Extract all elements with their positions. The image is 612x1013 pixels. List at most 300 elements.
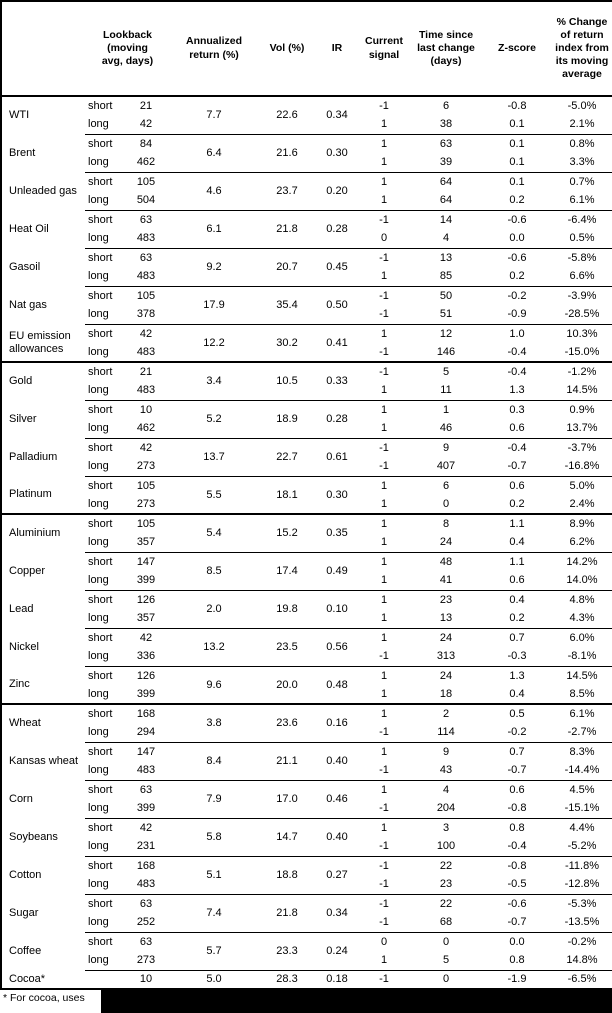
corner-cell: [1, 1, 85, 96]
pct-change-cell: 6.6%: [569, 270, 595, 283]
period-cell: long: [88, 726, 109, 739]
ir-cell: 0.10: [316, 590, 358, 628]
col-header-lookback: [85, 1, 170, 96]
pct-change-cell: 2.4%: [569, 497, 595, 510]
signal-cell: 1: [358, 172, 410, 191]
ir-cell: 0.34: [316, 894, 358, 932]
commodity-name: Platinum: [9, 488, 52, 501]
pct-change-cell: -15.0%: [564, 345, 600, 358]
footnote: [0, 990, 101, 1013]
period-cell: long: [88, 232, 109, 245]
time-since-cell: 313: [436, 650, 456, 663]
ir-cell: 0.41: [316, 324, 358, 362]
pct-change-cell: 0.7%: [552, 172, 612, 191]
vol-cell: 21.8: [258, 210, 316, 248]
lookback-cell: 462: [136, 156, 156, 169]
annualized-return-cell: 3.8: [206, 717, 222, 730]
signal-cell: -1: [358, 970, 410, 989]
period-cell: long: [88, 497, 109, 510]
time-since-cell: 0: [410, 970, 482, 989]
redaction-bar: [0, 990, 612, 1013]
lookback-cell: 105: [122, 286, 170, 305]
signal-cell: -1: [379, 650, 389, 663]
period-cell: long: [88, 194, 109, 207]
ir-cell: 0.18: [316, 970, 358, 989]
lookback-cell: 84: [122, 134, 170, 153]
zscore-cell: 0.1: [509, 118, 525, 131]
time-since-cell: 14: [410, 210, 482, 229]
signal-cell: -1: [379, 726, 389, 739]
time-since-cell: 24: [439, 536, 453, 549]
zscore-cell: 0.6: [509, 422, 525, 435]
zscore-cell: 0.7: [482, 628, 552, 647]
commodity-name: Nat gas: [9, 298, 47, 311]
table-row: [1, 362, 612, 381]
lookback-cell: 399: [136, 687, 156, 700]
vol-cell: 23.3: [258, 932, 316, 970]
ir-cell: 0.46: [316, 780, 358, 818]
lookback-cell: 63: [122, 780, 170, 799]
table-row: [1, 286, 612, 305]
zscore-cell: 0.4: [509, 536, 525, 549]
lookback-cell: 483: [136, 878, 156, 891]
time-since-cell: 43: [439, 764, 453, 777]
pct-change-cell: -6.4%: [552, 210, 612, 229]
zscore-cell: -1.9: [482, 970, 552, 989]
period-cell: long: [88, 384, 109, 397]
signal-cell: 1: [380, 954, 388, 967]
vol-cell: 23.5: [258, 628, 316, 666]
time-since-cell: 1: [410, 400, 482, 419]
period-cell: long: [88, 345, 109, 358]
period-cell: short: [85, 400, 122, 419]
ir-cell: 0.49: [316, 552, 358, 590]
time-since-cell: 204: [436, 802, 456, 815]
period-cell: long: [88, 764, 109, 777]
signal-cell: 1: [358, 476, 410, 495]
ir-cell: 0.30: [316, 134, 358, 172]
pct-change-cell: 8.3%: [552, 742, 612, 761]
signal-cell: 1: [380, 270, 388, 283]
time-since-cell: 64: [439, 194, 453, 207]
signal-cell: -1: [379, 802, 389, 815]
vol-cell: 21.8: [258, 894, 316, 932]
pct-change-cell: -3.7%: [552, 438, 612, 457]
annualized-return-cell: 3.4: [206, 375, 222, 388]
ir-cell: 0.40: [316, 742, 358, 780]
table-row: [1, 742, 612, 761]
lookback-cell: 105: [122, 476, 170, 495]
signal-cell: -1: [358, 248, 410, 267]
lookback-cell: 273: [136, 497, 156, 510]
time-since-cell: 51: [439, 308, 453, 321]
vol-cell: 20.7: [258, 248, 316, 286]
time-since-cell: 11: [440, 384, 452, 397]
col-header-annualized-return: Annualized return (%): [170, 1, 258, 96]
lookback-cell: 483: [136, 345, 156, 358]
pct-change-cell: -2.7%: [567, 726, 597, 739]
table-row: [1, 172, 612, 191]
pct-change-cell: -11.8%: [552, 856, 612, 875]
period-cell: short: [88, 707, 113, 720]
period-cell: short: [85, 324, 122, 343]
vol-cell: 30.2: [258, 324, 316, 362]
time-since-cell: 0: [410, 932, 482, 951]
signal-cell: -1: [379, 840, 389, 853]
section-precious-metals: [1, 362, 612, 514]
vol-cell: 21.6: [258, 134, 316, 172]
signal-cell: 1: [380, 517, 388, 530]
pct-change-cell: 14.2%: [552, 552, 612, 571]
pct-change-cell: 0.8%: [552, 134, 612, 153]
zscore-cell: 0.6: [509, 574, 525, 587]
annualized-return-cell: 5.0: [170, 970, 258, 989]
pct-change-cell: 2.1%: [569, 118, 595, 131]
pct-change-cell: 13.7%: [566, 422, 598, 435]
commodity-name: Cocoa*: [9, 972, 46, 985]
ir-cell: 0.28: [316, 210, 358, 248]
signal-cell: -1: [358, 438, 410, 457]
time-since-cell: 2: [442, 707, 450, 720]
vol-cell: 22.6: [276, 109, 298, 122]
commodity-name: Gasoil: [9, 260, 41, 273]
annualized-return-cell: 5.2: [170, 400, 258, 438]
zscore-cell: 0.4: [482, 590, 552, 609]
period-cell: long: [88, 460, 109, 473]
signal-cell: 1: [358, 590, 410, 609]
signal-cell: -1: [379, 460, 389, 473]
col-header-lookback-label: Lookback (moving avg, days): [101, 28, 154, 68]
ir-cell: 0.30: [316, 476, 358, 514]
pct-change-cell: -28.5%: [564, 308, 600, 321]
period-cell: short: [85, 248, 122, 267]
pct-change-cell: 8.9%: [569, 517, 595, 530]
pct-change-cell: 0.5%: [569, 232, 595, 245]
zscore-cell: 0.2: [509, 194, 525, 207]
signal-cell: 1: [380, 384, 388, 397]
time-since-cell: 24: [410, 666, 482, 685]
table-row: [1, 856, 612, 875]
time-since-cell: 64: [410, 172, 482, 191]
time-since-cell: 6: [410, 476, 482, 495]
col-header-zscore: Z-score: [482, 1, 552, 96]
period-cell: long: [88, 422, 109, 435]
pct-change-cell: 4.8%: [552, 590, 612, 609]
period-cell: short: [85, 856, 122, 875]
ir-cell: 0.50: [316, 286, 358, 324]
lookback-cell: 504: [136, 194, 156, 207]
annualized-return-cell: 5.7: [170, 932, 258, 970]
zscore-cell: 1.1: [509, 517, 525, 530]
zscore-cell: 1.0: [482, 324, 552, 343]
time-since-cell: 0: [442, 497, 450, 510]
zscore-cell: 0.2: [509, 270, 525, 283]
pct-change-cell: -14.4%: [564, 764, 600, 777]
zscore-cell: 0.6: [482, 780, 552, 799]
time-since-cell: 22: [410, 894, 482, 913]
lookback-cell: 63: [122, 210, 170, 229]
time-since-cell: 50: [410, 286, 482, 305]
lookback-cell: 21: [139, 99, 153, 112]
vol-cell: 23.7: [258, 172, 316, 210]
ir-cell: 0.40: [316, 818, 358, 856]
col-header-pct-change: % Change of return index from its moving average: [552, 1, 612, 96]
signal-cell: -1: [358, 894, 410, 913]
annualized-return-cell: 6.1: [170, 210, 258, 248]
pct-change-cell: 6.1%: [569, 194, 595, 207]
time-since-cell: 114: [437, 726, 455, 739]
period-cell: long: [88, 954, 109, 967]
period-cell: short: [88, 517, 113, 530]
lookback-cell: 168: [136, 707, 156, 720]
time-since-cell: 6: [442, 99, 450, 112]
period-cell: long: [88, 878, 109, 891]
lookback-cell: 294: [136, 726, 156, 739]
signal-cell: 1: [358, 134, 410, 153]
signal-cell: 1: [380, 118, 388, 131]
pct-change-cell: -5.8%: [552, 248, 612, 267]
signal-cell: 0: [358, 932, 410, 951]
ir-cell: 0.27: [316, 856, 358, 894]
zscore-cell: 0.0: [482, 932, 552, 951]
time-since-cell: 146: [436, 345, 456, 358]
signal-cell: 1: [358, 324, 410, 343]
period-cell: long: [88, 536, 109, 549]
zscore-cell: 1.1: [482, 552, 552, 571]
zscore-cell: -0.4: [482, 438, 552, 457]
time-since-cell: 39: [439, 156, 453, 169]
time-since-cell: 23: [410, 590, 482, 609]
vol-cell: 21.1: [258, 742, 316, 780]
signal-cell: -1: [379, 365, 389, 378]
period-cell: long: [88, 156, 109, 169]
zscore-cell: 0.1: [509, 156, 525, 169]
col-header-vol: Vol (%): [258, 1, 316, 96]
annualized-return-cell: 4.6: [170, 172, 258, 210]
pct-change-cell: -3.9%: [552, 286, 612, 305]
zscore-cell: -0.8: [482, 856, 552, 875]
commodity-name: EU emission allowances: [9, 329, 71, 355]
lookback-cell: 63: [122, 248, 170, 267]
lookback-cell: 273: [136, 460, 156, 473]
lookback-cell: 231: [136, 840, 156, 853]
annualized-return-cell: 5.5: [170, 476, 258, 514]
commodity-name: Aluminium: [9, 527, 61, 540]
period-cell: long: [88, 687, 109, 700]
vol-cell: 20.0: [258, 666, 316, 704]
commodity-name: Palladium: [9, 450, 58, 463]
pct-change-cell: -5.3%: [552, 894, 612, 913]
pct-change-cell: -1.2%: [567, 365, 597, 378]
time-since-cell: 13: [439, 612, 453, 625]
table-row: [1, 704, 612, 723]
lookback-cell: 10: [122, 970, 170, 989]
zscore-cell: -0.4: [507, 840, 527, 853]
annualized-return-cell: 2.0: [170, 590, 258, 628]
ir-cell: 0.16: [326, 717, 348, 730]
lookback-cell: 483: [136, 232, 156, 245]
pct-change-cell: -16.8%: [564, 460, 600, 473]
col-header-time-since: Time since last change (days): [410, 1, 482, 96]
pct-change-cell: 8.5%: [569, 687, 595, 700]
zscore-cell: -0.4: [507, 345, 527, 358]
signal-cell: 1: [358, 628, 410, 647]
signal-cell: 0: [380, 232, 388, 245]
pct-change-cell: -5.2%: [567, 840, 597, 853]
annualized-return-cell: 8.5: [170, 552, 258, 590]
section-base-metals: [1, 514, 612, 704]
signal-cell: -1: [379, 878, 389, 891]
lookback-cell: 483: [136, 384, 156, 397]
pct-change-cell: -5.0%: [567, 99, 597, 112]
zscore-cell: -0.6: [482, 894, 552, 913]
signal-cell: -1: [379, 916, 389, 929]
table-row: [1, 590, 612, 609]
lookback-cell: 357: [136, 612, 156, 625]
pct-change-cell: 0.9%: [552, 400, 612, 419]
commodity-name: WTI: [9, 109, 30, 122]
signal-cell: 1: [380, 422, 388, 435]
vol-cell: 18.1: [258, 476, 316, 514]
table-row: [1, 400, 612, 419]
ir-cell: 0.61: [316, 438, 358, 476]
commodity-name: Brent: [9, 146, 36, 159]
vol-cell: 14.7: [258, 818, 316, 856]
lookback-cell: 399: [136, 802, 156, 815]
period-cell: [85, 970, 122, 989]
zscore-cell: -0.7: [507, 916, 527, 929]
annualized-return-cell: 8.4: [170, 742, 258, 780]
zscore-cell: 0.1: [482, 134, 552, 153]
period-cell: short: [85, 286, 122, 305]
section-energy: [1, 96, 612, 362]
table-row: [1, 476, 612, 495]
period-cell: short: [85, 894, 122, 913]
period-cell: long: [88, 612, 109, 625]
vol-cell: 28.3: [258, 970, 316, 989]
commodity-name: Soybeans: [9, 830, 58, 843]
vol-cell: 22.7: [258, 438, 316, 476]
commodity-name: Coffee: [9, 944, 42, 957]
col-header-current-signal: Current signal: [358, 1, 410, 96]
time-since-cell: 41: [439, 574, 453, 587]
table-row: [1, 552, 612, 571]
pct-change-cell: 14.0%: [566, 574, 598, 587]
annualized-return-cell: 9.2: [170, 248, 258, 286]
lookback-cell: 147: [122, 742, 170, 761]
period-cell: short: [85, 210, 122, 229]
vol-cell: 10.5: [276, 375, 298, 388]
lookback-cell: 42: [122, 324, 170, 343]
pct-change-cell: -13.5%: [564, 916, 600, 929]
pct-change-cell: -8.1%: [567, 650, 597, 663]
annualized-return-cell: 12.2: [170, 324, 258, 362]
signal-cell: 1: [358, 400, 410, 419]
pct-change-cell: -15.1%: [564, 802, 600, 815]
period-cell: short: [85, 628, 122, 647]
lookback-cell: 42: [122, 628, 170, 647]
vol-cell: 15.2: [276, 527, 298, 540]
table-row: [1, 514, 612, 533]
ir-cell: 0.33: [326, 375, 348, 388]
time-since-cell: 5: [442, 954, 450, 967]
annualized-return-cell: 7.9: [170, 780, 258, 818]
zscore-cell: 0.8: [482, 818, 552, 837]
time-since-cell: 13: [410, 248, 482, 267]
table-row: [1, 134, 612, 153]
zscore-cell: 0.6: [482, 476, 552, 495]
lookback-cell: 126: [122, 590, 170, 609]
vol-cell: 35.4: [258, 286, 316, 324]
annualized-return-cell: 5.1: [170, 856, 258, 894]
period-cell: short: [85, 438, 122, 457]
zscore-cell: 0.8: [509, 954, 525, 967]
lookback-cell: 126: [122, 666, 170, 685]
signal-cell: 1: [358, 552, 410, 571]
time-since-cell: 68: [439, 916, 453, 929]
ir-cell: 0.45: [316, 248, 358, 286]
time-since-cell: 5: [442, 365, 450, 378]
time-since-cell: 8: [442, 517, 450, 530]
commodity-name: Silver: [9, 412, 37, 425]
time-since-cell: 9: [410, 742, 482, 761]
period-cell: short: [88, 365, 113, 378]
time-since-cell: 85: [439, 270, 453, 283]
period-cell: long: [88, 840, 109, 853]
ir-cell: 0.48: [316, 666, 358, 704]
lookback-cell: 483: [136, 270, 156, 283]
zscore-cell: -0.3: [507, 650, 527, 663]
zscore-cell: -0.2: [507, 726, 527, 739]
vol-cell: 17.0: [258, 780, 316, 818]
period-cell: short: [85, 666, 122, 685]
pct-change-cell: 14.5%: [552, 666, 612, 685]
table-row: [1, 818, 612, 837]
commodity-name: Sugar: [9, 906, 39, 919]
commodity-name: Zinc: [9, 678, 30, 691]
signal-cell: 1: [380, 687, 388, 700]
table-row: [1, 970, 612, 989]
table-row: [1, 780, 612, 799]
time-since-cell: 38: [439, 118, 453, 131]
signal-cell: 1: [380, 497, 388, 510]
zscore-cell: -0.2: [482, 286, 552, 305]
pct-change-cell: 10.3%: [552, 324, 612, 343]
zscore-cell: -0.9: [507, 308, 527, 321]
lookback-cell: 42: [139, 118, 153, 131]
vol-cell: 18.9: [258, 400, 316, 438]
commodity-name: Lead: [9, 602, 34, 615]
period-cell: long: [88, 802, 109, 815]
lookback-cell: 42: [122, 438, 170, 457]
time-since-cell: 407: [436, 460, 456, 473]
annualized-return-cell: 7.4: [170, 894, 258, 932]
period-cell: long: [88, 118, 109, 131]
lookback-cell: 462: [136, 422, 156, 435]
zscore-cell: -0.6: [482, 210, 552, 229]
zscore-cell: -0.7: [507, 460, 527, 473]
period-cell: short: [85, 476, 122, 495]
signal-cell: 1: [358, 780, 410, 799]
ir-cell: 0.20: [316, 172, 358, 210]
zscore-cell: 0.7: [482, 742, 552, 761]
pct-change-cell: -12.8%: [564, 878, 600, 891]
signal-cell: -1: [379, 345, 389, 358]
annualized-return-cell: 13.7: [170, 438, 258, 476]
signal-cell: -1: [358, 286, 410, 305]
zscore-cell: -0.5: [507, 878, 527, 891]
table-row: [1, 932, 612, 951]
